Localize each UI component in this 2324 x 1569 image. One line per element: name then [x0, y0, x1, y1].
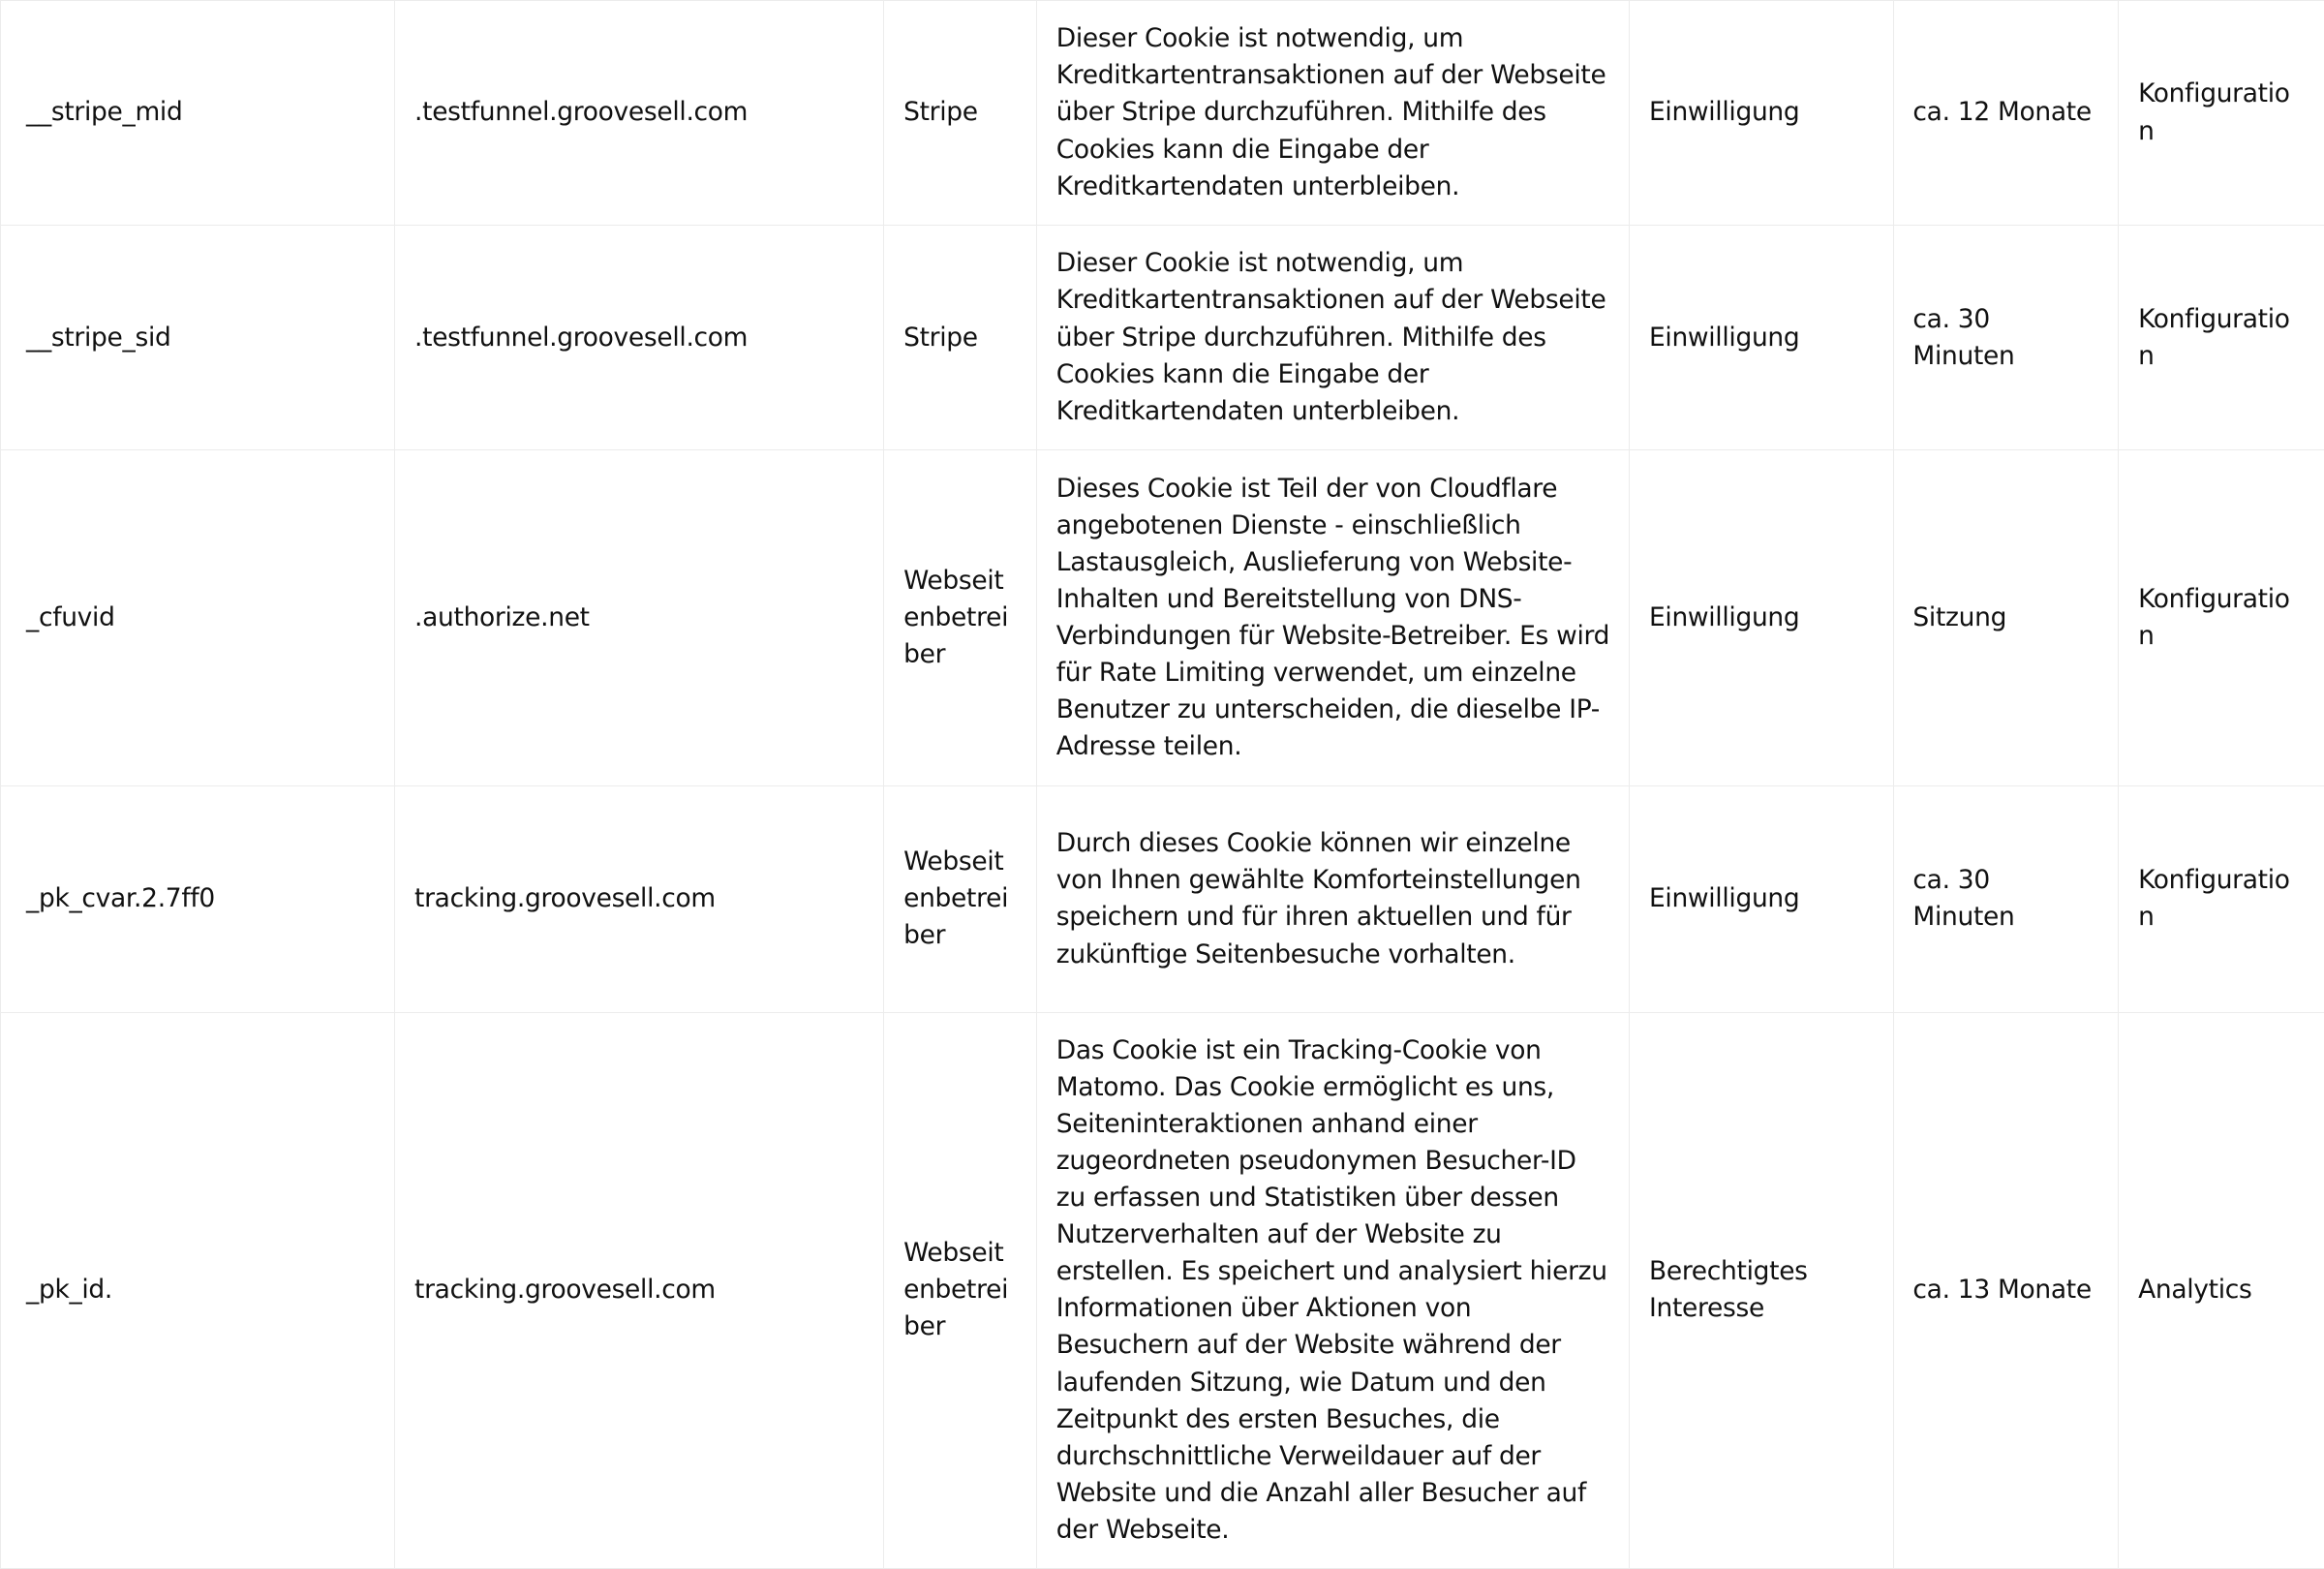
cookie-domain: .testfunnel.groovesell.com: [395, 226, 884, 450]
cookie-duration: ca. 12 Monate: [1893, 1, 2119, 226]
table-row: [1, 1, 2324, 226]
cookie-domain: .authorize.net: [395, 450, 884, 786]
cookie-duration: ca. 13 Monate: [1893, 1012, 2119, 1568]
cookie-description: Dieses Cookie ist Teil der von Cloudflare angebotenen Dienste - einschließlich Lastausgleich, Auslieferung von Website-Inhalten und Bereitstellung von DNS-Verbindungen für Website-Betreiber. Es wird für Rate Limiting verwendet, um einzelne Benutzer zu unterscheiden, die dieselbe IP-Adresse teilen.: [1036, 450, 1629, 786]
cookie-duration: ca. 30 Minuten: [1893, 226, 2119, 450]
cookie-legal-basis: Einwilligung: [1630, 226, 1893, 450]
table-row: [1, 450, 2324, 786]
cookie-legal-basis: Berechtigtes Interesse: [1630, 1012, 1893, 1568]
cookie-category: Konfiguration: [2119, 226, 2324, 450]
cookie-name: _pk_id.: [1, 1012, 395, 1568]
cookie-category: Konfiguration: [2119, 450, 2324, 786]
cookie-description: Dieser Cookie ist notwendig, um Kreditkartentransaktionen auf der Webseite über Stripe durchzuführen. Mithilfe des Cookies kann die Eingabe der Kreditkartendaten unterbleiben.: [1036, 1, 1629, 226]
cookie-legal-basis: Einwilligung: [1630, 1, 1893, 226]
cookie-domain: tracking.groovesell.com: [395, 1012, 884, 1568]
cookie-name: _pk_cvar.2.7ff0: [1, 786, 395, 1013]
cookie-provider: Webseitenbetreiber: [884, 1012, 1037, 1568]
cookie-domain: .testfunnel.groovesell.com: [395, 1, 884, 226]
cookie-description: Durch dieses Cookie können wir einzelne von Ihnen gewählte Komforteinstellungen speichern und für ihren aktuellen und für zukünftige Seitenbesuche vorhalten.: [1036, 786, 1629, 1013]
cookie-category: Konfiguration: [2119, 1, 2324, 226]
cookie-name: __stripe_sid: [1, 226, 395, 450]
cookie-duration: Sitzung: [1893, 450, 2119, 786]
cookie-provider: Webseitenbetreiber: [884, 450, 1037, 786]
cookie-provider: Stripe: [884, 1, 1037, 226]
cookie-name: _cfuvid: [1, 450, 395, 786]
table-row: [1, 226, 2324, 450]
cookie-provider: Webseitenbetreiber: [884, 786, 1037, 1013]
table-row: [1, 1012, 2324, 1568]
cookie-domain: tracking.groovesell.com: [395, 786, 884, 1013]
cookie-provider: Stripe: [884, 226, 1037, 450]
cookie-category: Konfiguration: [2119, 786, 2324, 1013]
cookie-description: Das Cookie ist ein Tracking-Cookie von Matomo. Das Cookie ermöglicht es uns, Seiteninteraktionen anhand einer zugeordneten pseudonymen Besucher-ID zu erfassen und Statistiken über dessen Nutzerverhalten auf der Website zu erstellen. Es speichert und analysiert hierzu Informationen über Aktionen von Besuchern auf der Website während der laufenden Sitzung, wie Datum und den Zeitpunkt des ersten Besuches, die durchschnittliche Verweildauer auf der Website und die Anzahl aller Besucher auf der Webseite.: [1036, 1012, 1629, 1568]
cookie-description: Dieser Cookie ist notwendig, um Kreditkartentransaktionen auf der Webseite über Stripe durchzuführen. Mithilfe des Cookies kann die Eingabe der Kreditkartendaten unterbleiben.: [1036, 226, 1629, 450]
cookie-legal-basis: Einwilligung: [1630, 786, 1893, 1013]
cookie-name: __stripe_mid: [1, 1, 395, 226]
cookie-legal-basis: Einwilligung: [1630, 450, 1893, 786]
table-row: [1, 786, 2324, 1013]
cookie-category: Analytics: [2119, 1012, 2324, 1568]
cookie-duration: ca. 30 Minuten: [1893, 786, 2119, 1013]
